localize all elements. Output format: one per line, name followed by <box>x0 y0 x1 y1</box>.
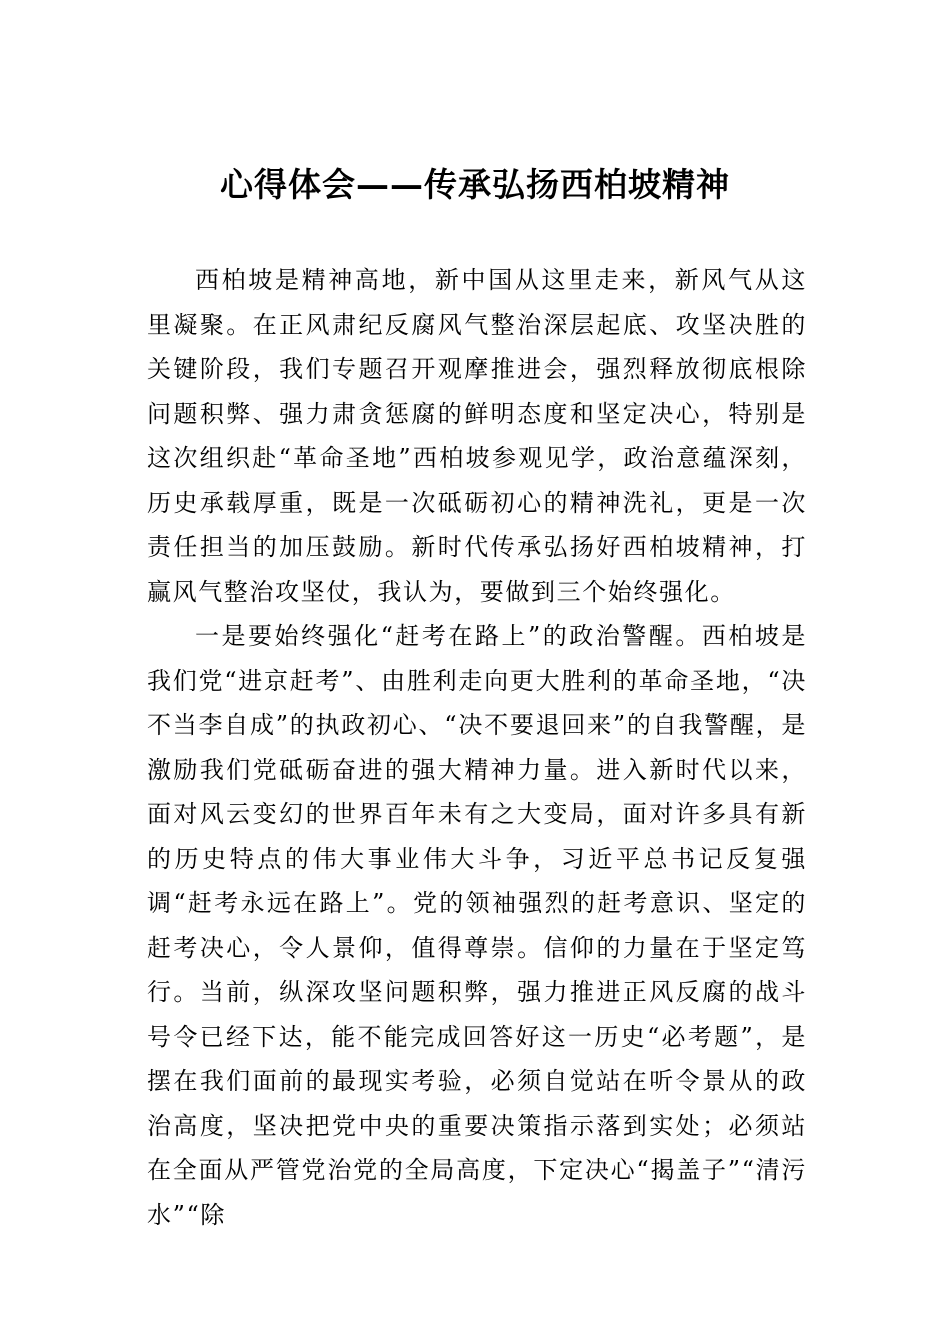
paragraph-point-one: 一是要始终强化“赶考在路上”的政治警醒。西柏坡是我们党“进京赶考”、由胜利走向更大胜利的革命圣地，“决不当李自成”的执政初心、“决不要退回来”的自我警醒，是激励我们党砥砺奋进的强大精神力量。进入新时代以来，面对风云变幻的世界百年未有之大变局，面对许多具有新的历史特点的伟大事业伟大斗争，习近平总书记反复强调“赶考永远在路上”。党的领袖强烈的赶考意识、坚定的赶考决心，令人景仰，值得尊崇。信仰的力量在于坚定笃行。当前，纵深攻坚问题积弊，强力推进正风反腐的战斗号令已经下达，能不能完成回答好这一历史“必考题”，是摆在我们面前的最现实考验，必须自觉站在听令景从的政治高度，坚决把党中央的重要决策指示落到实处；必须站在全面从严管党治党的全局高度，下定决心“揭盖子”“清污水”“除 <box>147 622 807 1229</box>
paragraph-intro: 西柏坡是精神高地，新中国从这里走来，新风气从这里凝聚。在正风肃纪反腐风气整治深层起底、攻坚决胜的关键阶段，我们专题召开观摩推进会，强烈释放彻底根除问题积弊、强力肃贪惩腐的鲜明态度和坚定决心，特别是这次组织赴“革命圣地”西柏坡参观见学，政治意蕴深刻，历史承载厚重，既是一次砥砺初心的精神洗礼，更是一次责任担当的加压鼓励。新时代传承弘扬好西柏坡精神，打赢风气整治攻坚仗，我认为，要做到三个始终强化。 <box>147 266 807 606</box>
document-body <box>147 258 807 1237</box>
document-title: 心得体会——传承弘扬西柏坡精神 <box>220 165 730 204</box>
